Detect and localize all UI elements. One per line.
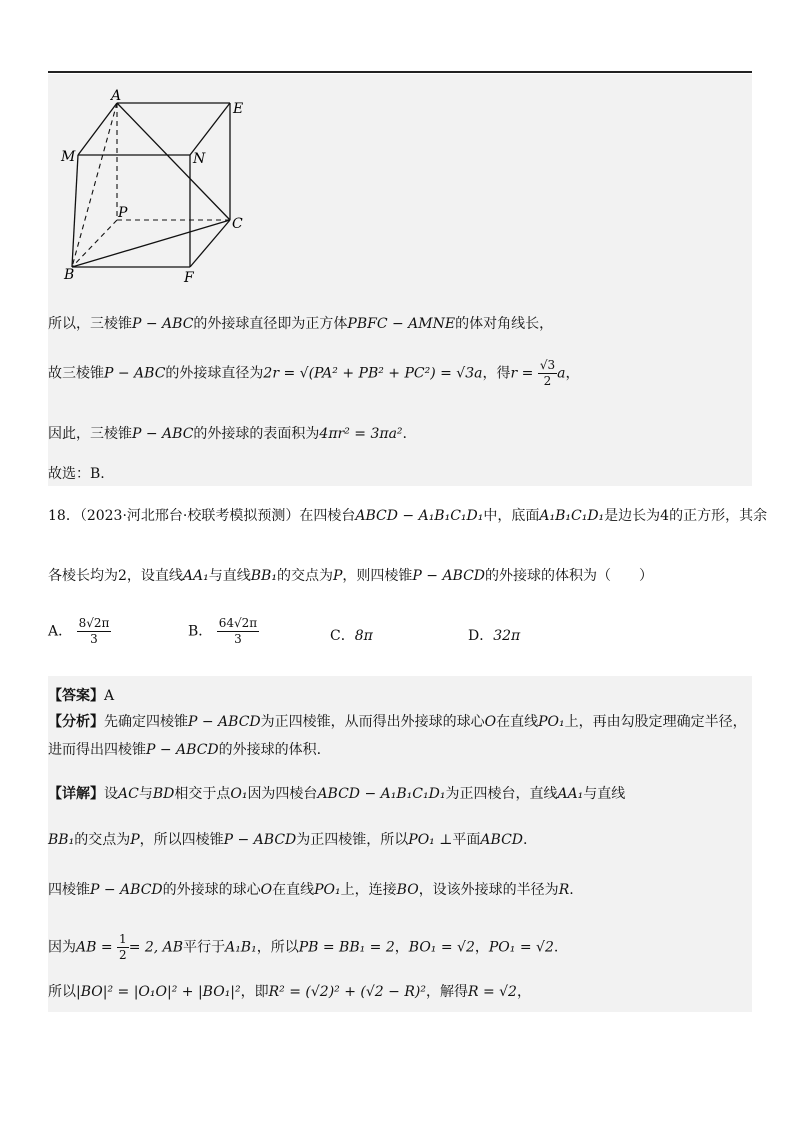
detail-line-5: 所以|BO|² = |O₁O|² + |BO₁|²，即R² = (√2)² + (√2 − R)²，解得R = √2，: [48, 984, 531, 1000]
edge-BC: [72, 220, 230, 267]
vertex-label-E: E: [233, 101, 244, 117]
option-d[interactable]: D．32π: [468, 628, 521, 644]
vertex-label-P: P: [118, 205, 128, 221]
option-b-fraction: $\frac{64√2\pi}{3}$: [218, 616, 258, 646]
solution-line-2: 故三棱锥P − ABC的外接球直径为2r = √(PA² + PB² + PC²) = √3a，得r = $\frac{√3}{2}$ a，: [48, 358, 580, 388]
fraction-r: $\frac{√3}{2}$: [539, 358, 556, 388]
edge-AC: [117, 103, 230, 220]
option-a-fraction: $\frac{8√2\pi}{3}$: [78, 616, 110, 646]
detail-line-1: 【详解】设AC与BD相交于点O₁因为四棱台ABCD − A₁B₁C₁D₁为正四棱台，直线AA₁与直线: [48, 786, 626, 802]
vertex-label-A: A: [111, 88, 122, 104]
option-b[interactable]: B． $\frac{64√2\pi}{3}$: [188, 616, 258, 646]
edge-MB: [72, 155, 78, 267]
analysis-line-2: 进而得出四棱锥P − ABCD的外接球的体积.: [48, 742, 322, 758]
fraction-half: $\frac{1}{2}$: [119, 932, 127, 962]
top-rule: [48, 71, 752, 73]
vertex-label-N: N: [193, 151, 206, 167]
question-18-line-1: 18．（2023·河北邢台·校联考模拟预测）在四棱台ABCD − A₁B₁C₁D₁中，底面A₁B₁C₁D₁是边长为4的正方形，其余: [48, 508, 768, 524]
vertex-label-B: B: [64, 267, 75, 283]
detail-line-4: 因为AB = $\frac{1}{2}$ = 2, AB平行于A₁B₁，所以PB = BB₁ = 2，BO₁ = √2，PO₁ = √2.: [48, 932, 559, 962]
edge-AM: [78, 103, 117, 155]
vertex-label-C: C: [232, 216, 243, 232]
vertex-label-M: M: [61, 149, 76, 165]
edge-EN: [190, 103, 230, 155]
option-a[interactable]: A． $\frac{8√2\pi}{3}$: [48, 616, 110, 646]
vertex-label-F: F: [184, 270, 194, 286]
question-18-line-2: 各棱长均为2，设直线AA₁与直线BB₁的交点为P，则四棱锥P − ABCD的外接球的体积为（ ）: [48, 568, 654, 584]
cube-diagram: [48, 80, 268, 290]
edge-AB: [72, 103, 117, 267]
analysis-line-1: 【分析】先确定四棱锥P − ABCD为正四棱锥，从而得出外接球的球心O在直线PO₁上，再由勾股定理确定半径，: [48, 714, 747, 730]
solution-line-1: 所以，三棱锥P − ABC的外接球直径即为正方体PBFC − AMNE的体对角线长，: [48, 316, 554, 332]
detail-line-2: BB₁的交点为P，所以四棱锥P − ABCD为正四棱锥，所以PO₁ ⊥平面ABCD.: [48, 832, 528, 848]
solution-choice: 故选：B.: [48, 466, 105, 482]
option-c[interactable]: C．8π: [330, 628, 373, 644]
detail-line-3: 四棱锥P − ABCD的外接球的球心O在直线PO₁上，连接BO，设该外接球的半径为R.: [48, 882, 574, 898]
solution-line-3: 因此，三棱锥P − ABC的外接球的表面积为4πr² = 3πa².: [48, 426, 407, 442]
answer-line: 【答案】A: [48, 688, 115, 704]
edge-CF: [190, 220, 230, 267]
